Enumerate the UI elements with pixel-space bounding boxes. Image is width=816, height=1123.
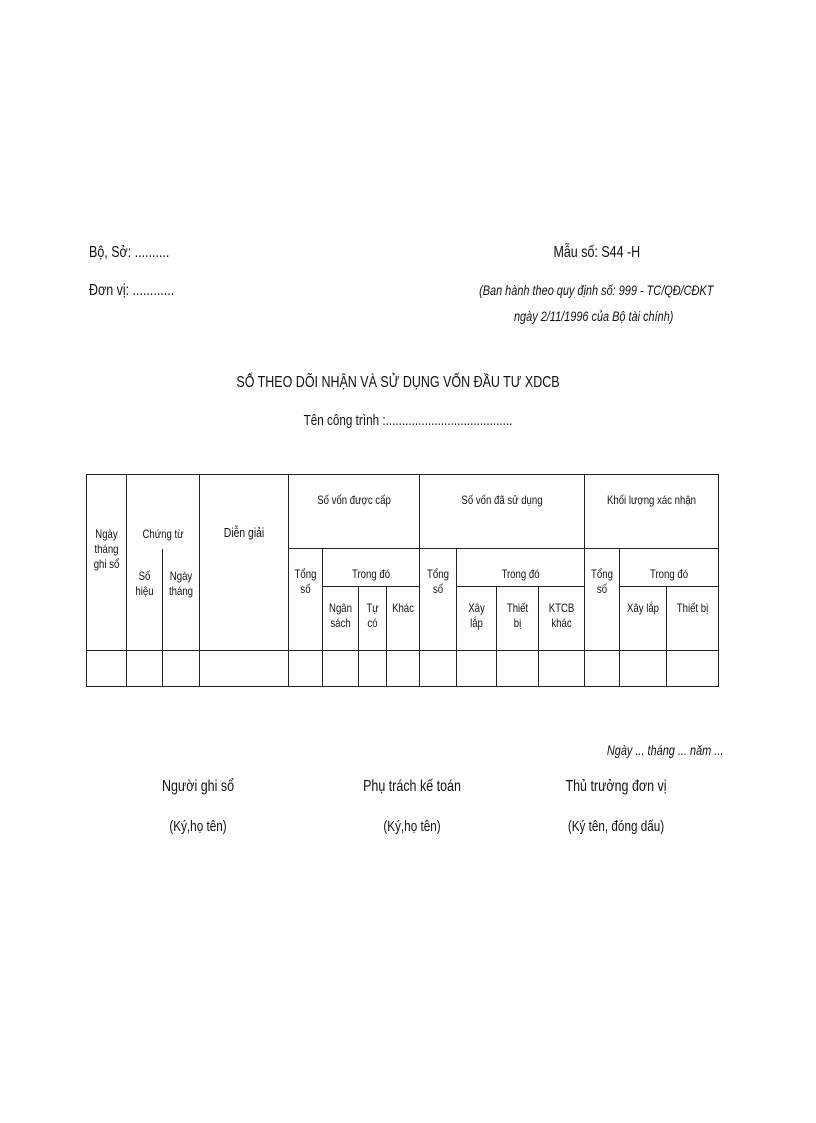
signer-head-title: Thủ trưởng đơn vị [565, 778, 667, 795]
group-allocated-header: Số vốn được cấp [289, 475, 420, 549]
signer-accountant-title: Phụ trách kế toán [363, 778, 461, 795]
signer-recorder-title: Người ghi sổ [161, 778, 235, 795]
signer-head-note: (Ký tên, đóng dấu) [567, 818, 665, 835]
ministry-label: Bộ, Sở: .......... [89, 244, 170, 261]
own-funds-header: Tự có [359, 587, 387, 651]
decree-line-2: ngày 2/11/1996 của Bộ tài chính) [513, 308, 673, 324]
col-voucher-header: Chứng từ [127, 475, 200, 549]
signer-accountant-note: (Ký,họ tên) [383, 818, 441, 835]
unit-label: Đơn vị: ............ [89, 282, 175, 299]
budget-header: Ngân sách [323, 587, 359, 651]
decree-line-1: (Ban hành theo quy định số: 999 - TC/QĐ/CĐKT [478, 282, 713, 298]
used-of-which-header: Trong đó [457, 549, 585, 587]
col-voucher-no-header: Số hiệu [127, 549, 163, 651]
allocated-of-which-header: Trong đó [323, 549, 420, 587]
equipment-header: Thiết bị [497, 587, 539, 651]
other-header: Khác [387, 587, 420, 651]
page-title: SỔ THEO DÕI NHẬN VÀ SỬ DỤNG VỐN ĐẦU TƯ XDCB [236, 374, 560, 391]
allocated-total-header: Tổng số [289, 549, 323, 651]
col-date-header: Ngày tháng ghi sổ [87, 475, 127, 651]
confirmed-construction-header: Xây lắp [620, 587, 667, 651]
date-line: Ngày ... tháng ... năm ... [606, 742, 723, 758]
col-description-header: Diễn giải [200, 475, 289, 651]
ledger-table [86, 474, 719, 687]
project-name-line: Tên công trình :....................................... [303, 412, 513, 429]
form-code: Mẫu số: S44 -H [553, 244, 640, 261]
table-row [87, 651, 719, 687]
group-confirmed-header: Khối lượng xác nhận [585, 475, 719, 549]
ktcb-other-header: KTCB khác [539, 587, 585, 651]
used-total-header: Tổng số [420, 549, 457, 651]
group-used-header: Số vốn đã sử dụng [420, 475, 585, 549]
construction-header: Xây lắp [457, 587, 497, 651]
confirmed-total-header: Tổng số [585, 549, 620, 651]
confirmed-equipment-header: Thiết bị [667, 587, 719, 651]
col-voucher-date-header: Ngày tháng [163, 549, 200, 651]
signer-recorder-note: (Ký,họ tên) [169, 818, 227, 835]
confirmed-of-which-header: Trong đó [620, 549, 719, 587]
